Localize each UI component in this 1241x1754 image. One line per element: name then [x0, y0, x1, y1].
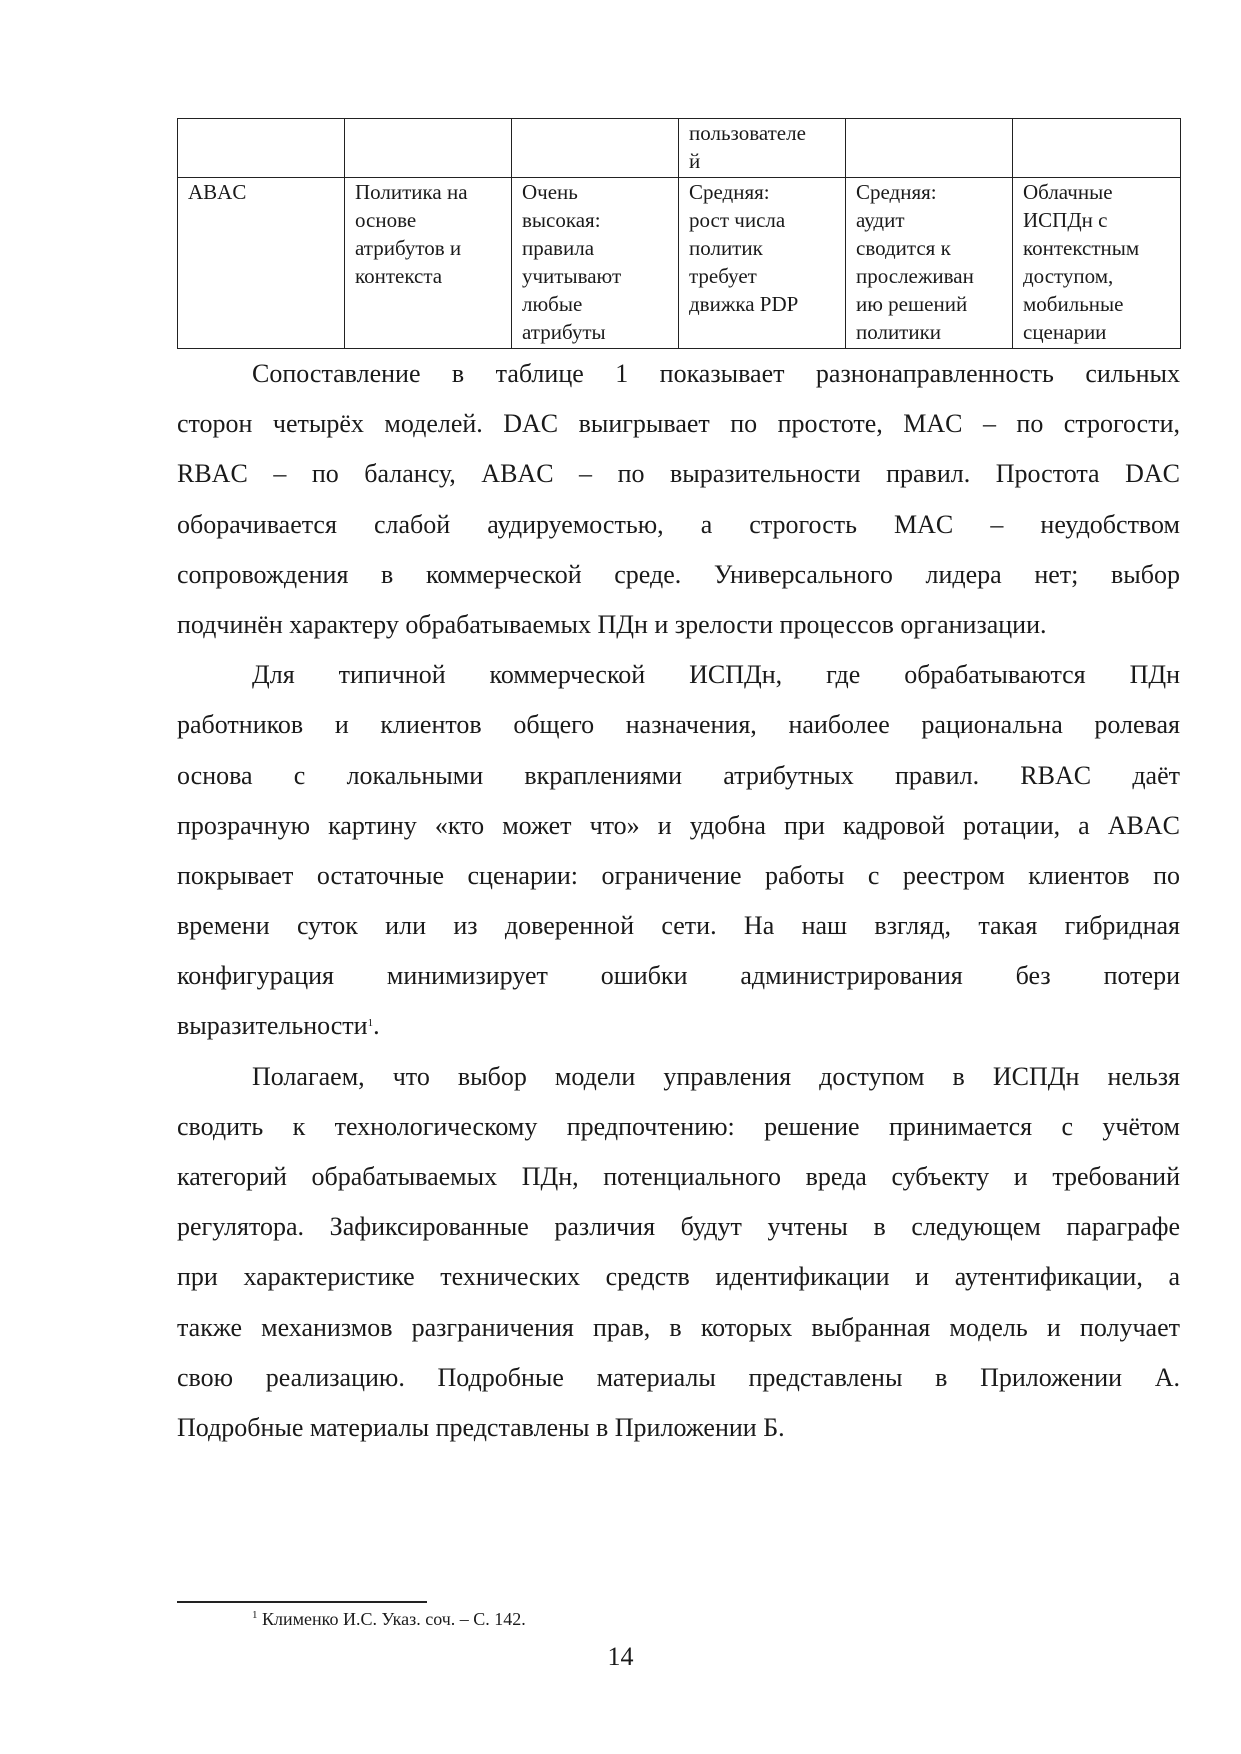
table-row-abac — [178, 178, 1181, 349]
cell-text: атрибуты — [522, 320, 606, 344]
cell-text: атрибутов и — [355, 236, 462, 260]
cell-text: любые — [522, 292, 583, 316]
footnote-number: 1 — [252, 1609, 258, 1621]
table-cell — [178, 119, 345, 178]
cell-text: политики — [856, 320, 942, 344]
table-cell-model — [178, 178, 345, 349]
table-row-previous — [178, 119, 1181, 178]
cell-text: рост числа — [689, 208, 786, 232]
page-number: 14 — [607, 1642, 634, 1671]
cell-text: движка PDP — [689, 292, 799, 316]
text-fragment: . — [373, 1011, 380, 1041]
table-cell-audit — [846, 178, 1013, 349]
text-line: сторон четырёх моделей. DAC выигрывает по простоте, MAC – по строгости, — [177, 409, 1180, 439]
cell-text: требует — [689, 264, 757, 288]
cell-text: Средняя: — [856, 180, 937, 204]
cell-text: ию решений — [856, 292, 968, 316]
text-fragment: выразительности — [177, 1011, 368, 1041]
cell-text: Средняя: — [689, 180, 770, 204]
cell-text: Политика на — [355, 180, 468, 204]
cell-text: учитывают — [522, 264, 622, 288]
text-line: Сопоставление в таблице 1 показывает разнонаправленность сильных — [252, 359, 1180, 388]
table-cell-principle — [345, 178, 512, 349]
cell-text: Очень — [522, 180, 578, 204]
paragraph-conclusion — [177, 1052, 1180, 1454]
text-line: подчинён характеру обрабатываемых ПДн и зрелости процессов организации. — [177, 609, 1047, 639]
footnote — [252, 1606, 526, 1632]
cell-text: контекста — [355, 264, 443, 288]
cell-text: ИСПДн с — [1023, 208, 1108, 232]
text-line: конфигурация минимизирует ошибки администрирования без потери — [177, 961, 1180, 991]
text-line: прозрачную картину «кто может что» и удобна при кадровой ротации, а ABAC — [177, 810, 1180, 840]
table-cell-complexity — [679, 178, 846, 349]
text-line: времени суток или из доверенной сети. На наш взгляд, такая гибридная — [177, 911, 1180, 941]
cell-text: ABAC — [188, 180, 247, 204]
text-line: Для типичной коммерческой ИСПДн, где обрабатываются ПДн — [252, 660, 1180, 690]
text-line: покрывает остаточные сценарии: ограничение работы с реестром клиентов по — [177, 860, 1180, 890]
cell-text: мобильные — [1023, 292, 1124, 316]
table-cell — [1013, 119, 1181, 178]
text-line: сводить к технологическому предпочтению: решение принимается с учётом — [177, 1111, 1180, 1141]
cell-text: Облачные — [1023, 180, 1113, 204]
table-cell — [512, 119, 679, 178]
footnote-text: Клименко И.С. Указ. соч. – С. 142. — [257, 1609, 526, 1629]
cell-text: высокая: — [522, 208, 601, 232]
text-line: также механизмов разграничения прав, в которых выбранная модель и получает — [177, 1312, 1180, 1342]
paragraph-comparison — [177, 349, 1180, 650]
cell-text: аудит — [856, 208, 905, 232]
cell-text: й — [689, 149, 701, 173]
text-line: сопровождения в коммерческой среде. Универсального лидера нет; выбор — [177, 559, 1180, 589]
footnote-separator — [177, 1601, 427, 1603]
text-line: свою реализацию. Подробные материалы представлены в Приложении А. — [177, 1362, 1180, 1392]
paragraph-hybrid-model — [177, 650, 1180, 1052]
cell-text: пользователе — [689, 121, 806, 145]
table-cell-flexibility — [512, 178, 679, 349]
text-line: основа с локальными вкраплениями атрибутных правил. RBAC даёт — [177, 760, 1180, 790]
text-line: RBAC – по балансу, ABAC – по выразительности правил. Простота DAC — [177, 459, 1180, 489]
table-cell — [846, 119, 1013, 178]
cell-text: сводится к — [856, 236, 951, 260]
text-line: оборачивается слабой аудируемостью, а строгость MAC – неудобством — [177, 509, 1180, 539]
table-cell-application — [1013, 178, 1181, 349]
text-line: Подробные материалы представлены в Приложении Б. — [177, 1412, 785, 1442]
cell-text: контекстным — [1023, 236, 1140, 260]
body-text — [177, 349, 1180, 1453]
text-line: регулятора. Зафиксированные различия будут учтены в следующем параграфе — [177, 1212, 1180, 1242]
cell-text: доступом, — [1023, 264, 1114, 288]
text-line — [177, 1001, 1180, 1051]
cell-text: сценарии — [1023, 320, 1107, 344]
text-line: работников и клиентов общего назначения, наиболее рациональна ролевая — [177, 710, 1180, 740]
text-line: при характеристике технических средств идентификации и аутентификации, а — [177, 1262, 1180, 1292]
text-line: Полагаем, что выбор модели управления доступом в ИСПДн нельзя — [252, 1061, 1180, 1091]
table-cell — [679, 119, 846, 178]
cell-text: основе — [355, 208, 417, 232]
cell-text: правила — [522, 236, 595, 260]
cell-text: прослеживан — [856, 264, 974, 288]
footnote-reference[interactable]: 1 — [367, 1017, 374, 1030]
cell-text: политик — [689, 236, 763, 260]
table-cell — [345, 119, 512, 178]
comparison-table-continuation — [177, 118, 1181, 349]
text-line: категорий обрабатываемых ПДн, потенциального вреда субъекту и требований — [177, 1162, 1180, 1191]
